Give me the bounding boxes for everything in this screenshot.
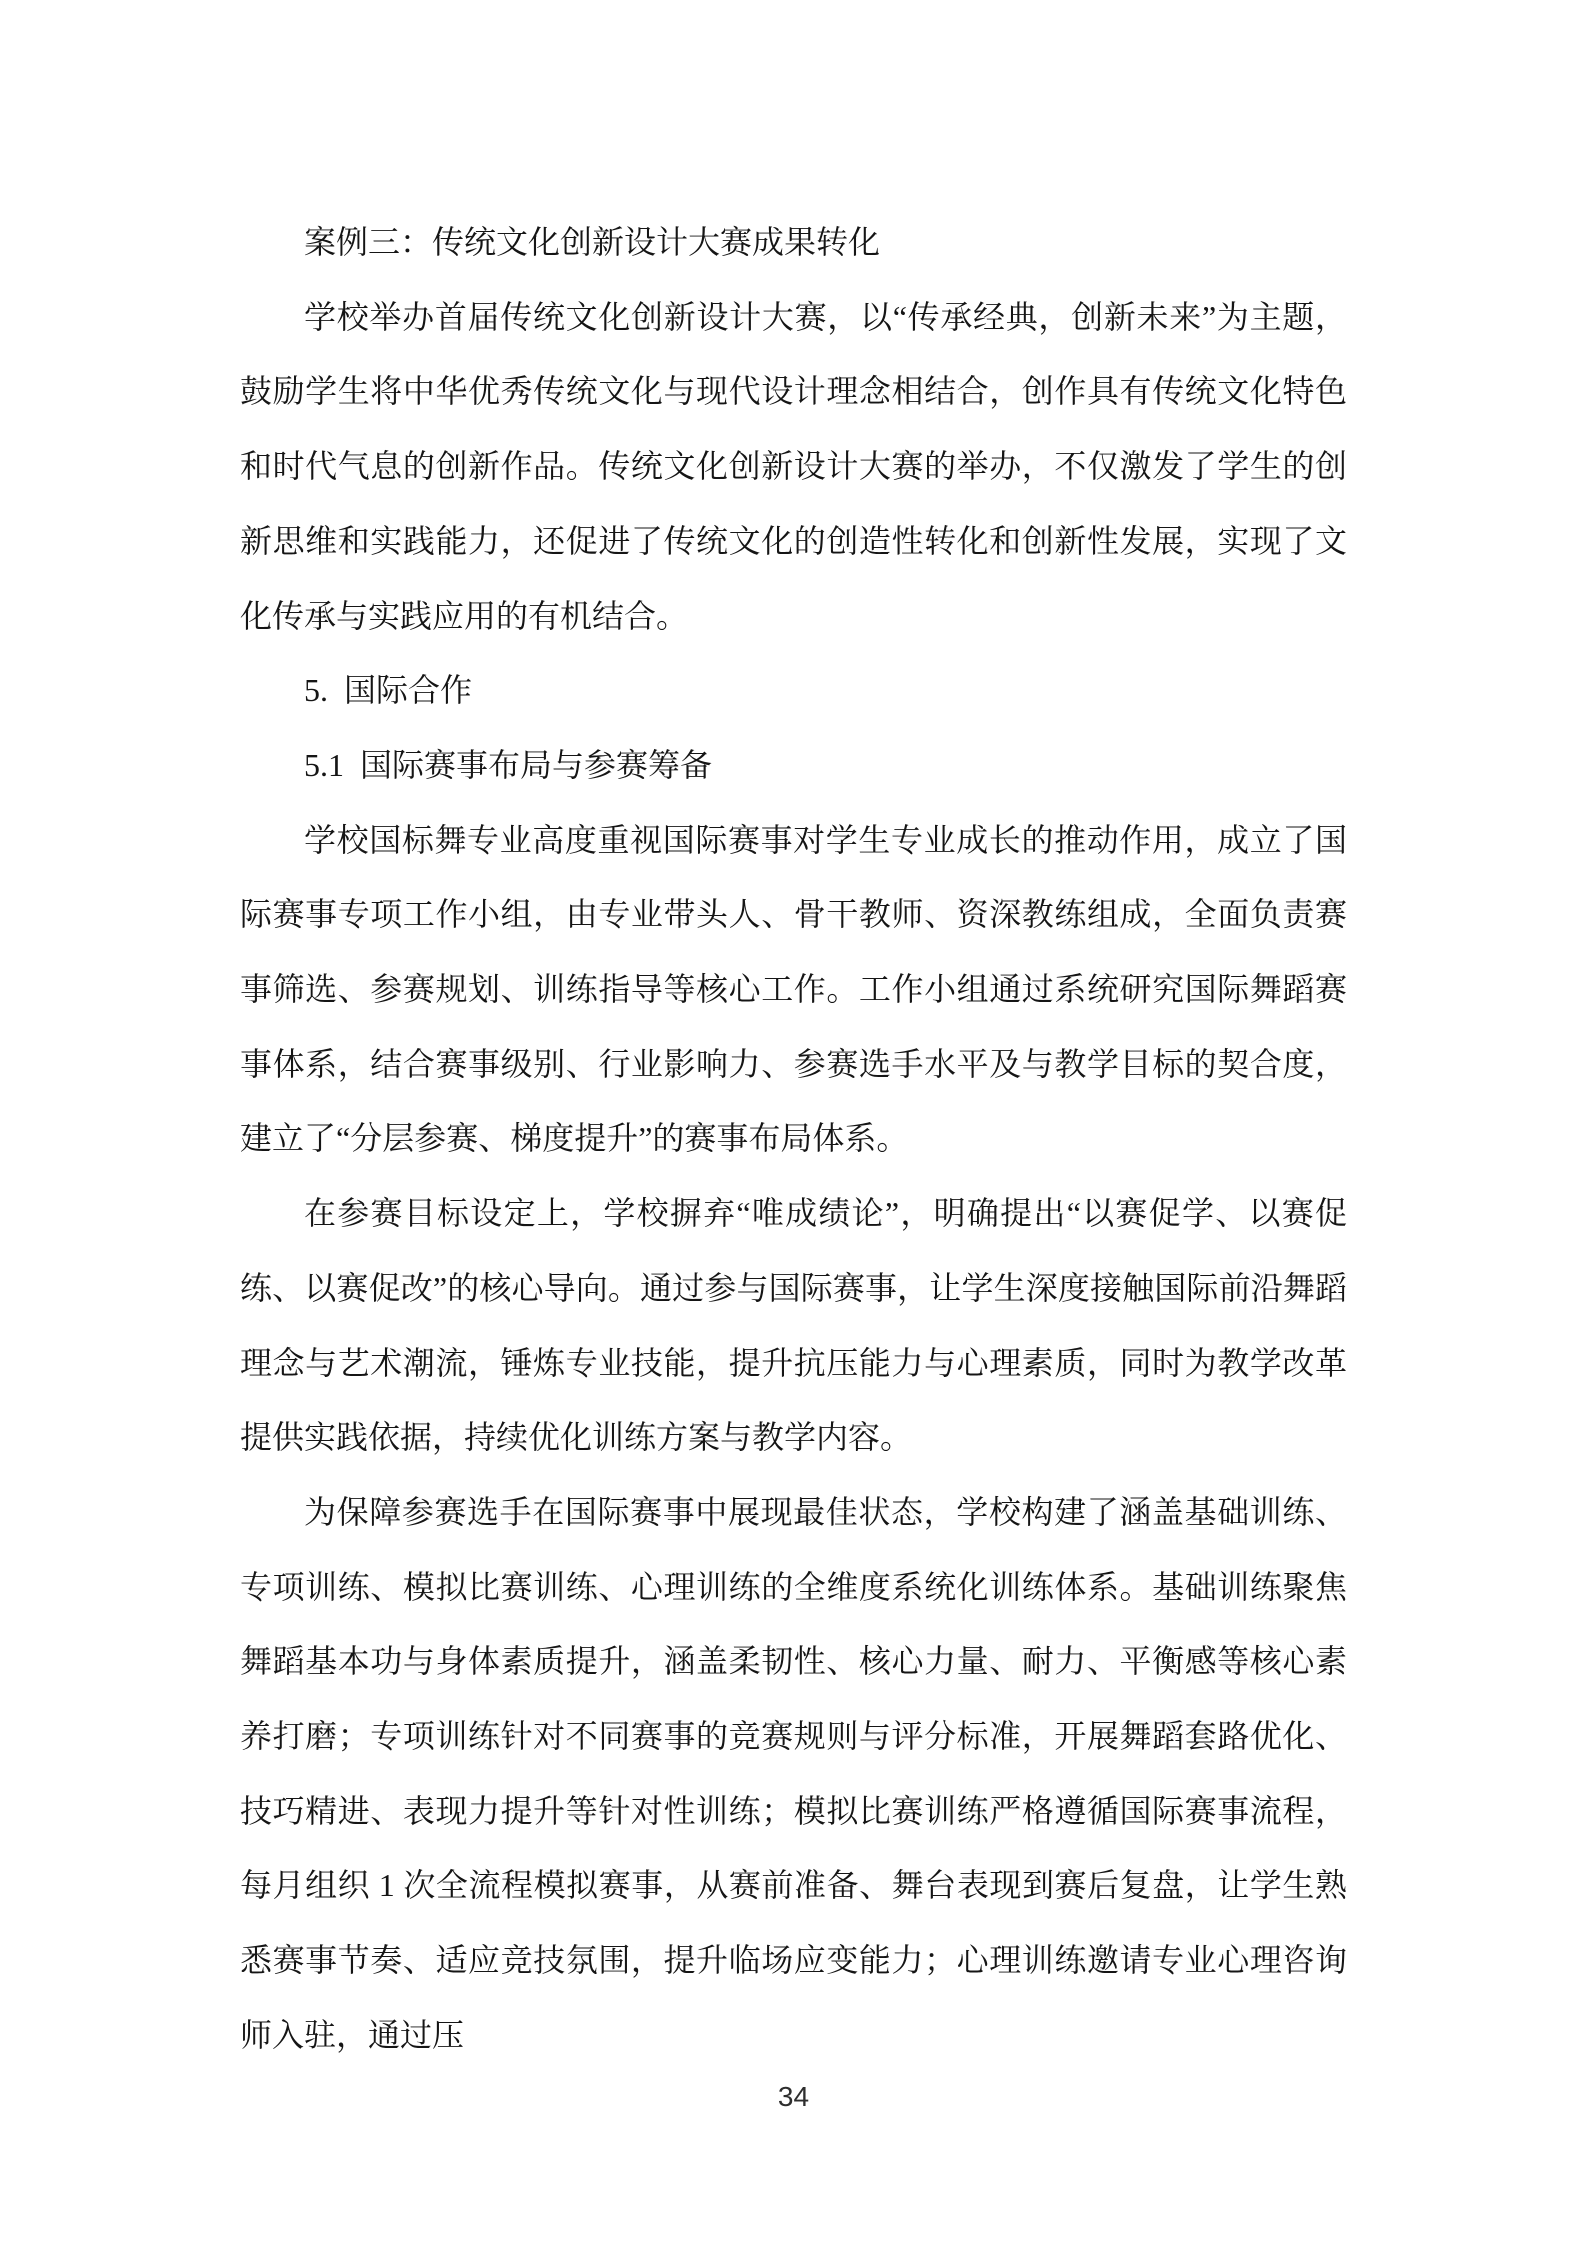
page-body-text [240,205,1347,2073]
section5-1-paragraph-goals: 在参赛目标设定上，学校摒弃“唯成绩论”，明确提出“以赛促学、以赛促练、以赛促改”的核心导向。通过参与国际赛事，让学生深度接触国际前沿舞蹈理念与艺术潮流，锤炼专业技能，提升抗压能力与心理素质，同时为教学改革提供实践依据，持续优化训练方案与教学内容。 [240,1195,1347,1456]
section5-heading: 5. 国际合作 [304,672,473,709]
page-number: 34 [777,2081,810,2112]
section5-1-paragraph-workgroup: 学校国标舞专业高度重视国际赛事对学生专业成长的推动作用，成立了国际赛事专项工作小组，由专业带头人、骨干教师、资深教练组成，全面负责赛事筛选、参赛规划、训练指导等核心工作。工作小组通过系统研究国际舞蹈赛事体系，结合赛事级别、行业影响力、参赛选手水平及与教学目标的契合度，建立了“分层参赛、梯度提升”的赛事布局体系。 [240,821,1347,1157]
case3-heading: 案例三：传统文化创新设计大赛成果转化 [304,224,881,260]
section5-1-paragraph-training: 为保障参赛选手在国际赛事中展现最佳状态，学校构建了涵盖基础训练、专项训练、模拟比赛训练、心理训练的全维度系统化训练体系。基础训练聚焦舞蹈基本功与身体素质提升，涵盖柔韧性、核心力量、耐力、平衡感等核心素养打磨；专项训练针对不同赛事的竞赛规则与评分标准，开展舞蹈套路优化、技巧精进、表现力提升等针对性训练；模拟比赛训练严格遵循国际赛事流程，每月组织 1 次全流程模拟赛事，从赛前准备、舞台表现到赛后复盘，让学生熟悉赛事节奏、适应竞技氛围，提升临场应变能力；心理训练邀请专业心理咨询师入驻，通过压 [240,1493,1347,2053]
case3-body-paragraph: 学校举办首届传统文化创新设计大赛，以“传承经典，创新未来”为主题，鼓励学生将中华优秀传统文化与现代设计理念相结合，创作具有传统文化特色和时代气息的创新作品。传统文化创新设计大赛的举办，不仅激发了学生的创新思维和实践能力，还促进了传统文化的创造性转化和创新性发展，实现了文化传承与实践应用的有机结合。 [240,298,1347,634]
section5-1-heading: 5.1 国际赛事布局与参赛筹备 [304,746,713,783]
